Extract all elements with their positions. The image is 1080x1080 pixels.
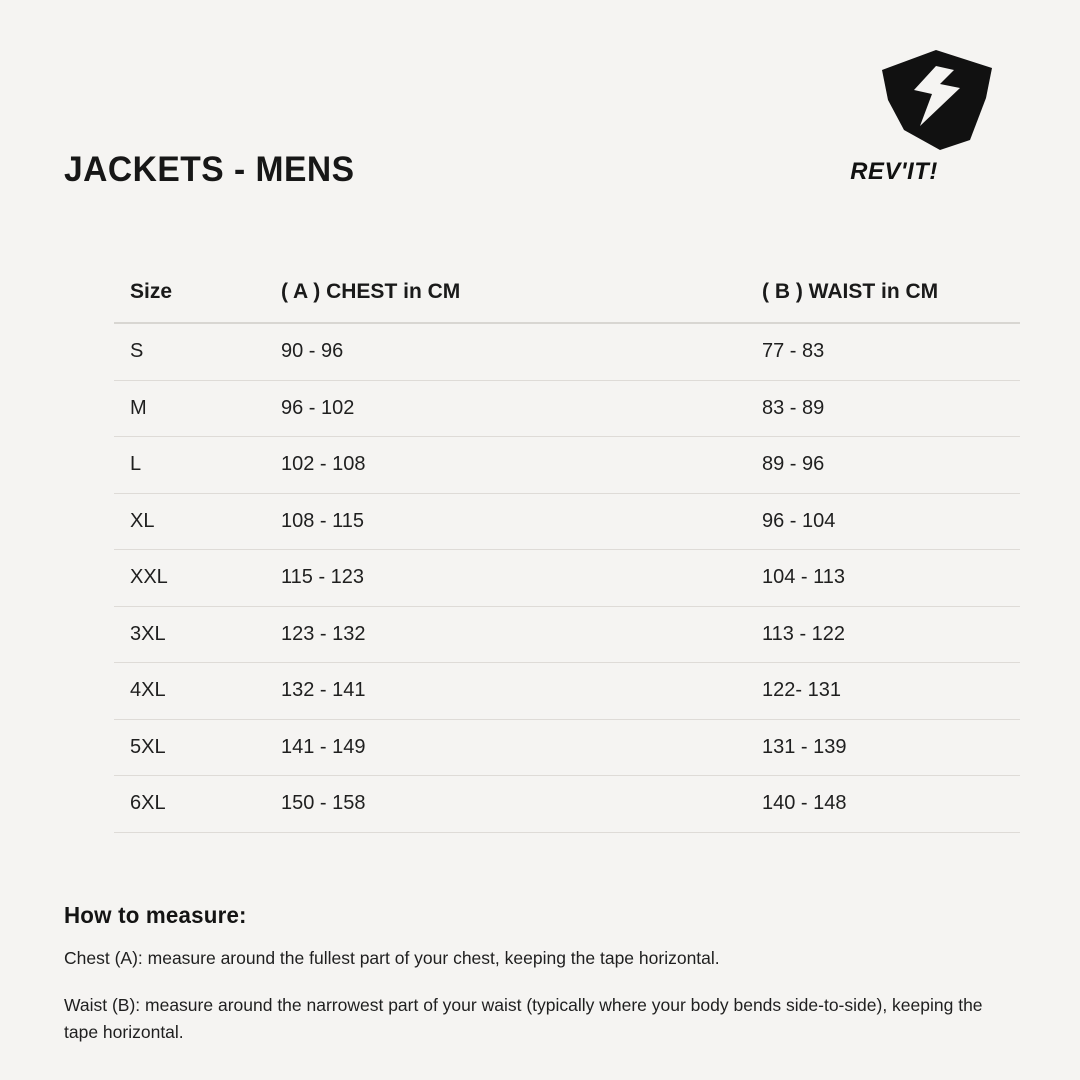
how-to-measure-title: How to measure: — [64, 902, 247, 928]
cell-chest: 108 - 115 — [265, 493, 746, 550]
cell-waist: 131 - 139 — [746, 719, 1020, 776]
cell-waist: 89 - 96 — [746, 437, 1020, 494]
column-header-size: Size — [114, 262, 265, 323]
table-row — [114, 663, 1020, 720]
svg-text:REV'IT!: REV'IT! — [850, 157, 938, 185]
cell-chest: 123 - 132 — [265, 606, 746, 663]
cell-waist: 122- 131 — [746, 663, 1020, 720]
cell-chest: 141 - 149 — [265, 719, 746, 776]
cell-size: 4XL — [114, 663, 265, 720]
cell-waist: 140 - 148 — [746, 776, 1020, 833]
cell-waist: 83 - 89 — [746, 380, 1020, 437]
cell-chest: 90 - 96 — [265, 323, 746, 380]
cell-chest: 115 - 123 — [265, 550, 746, 607]
cell-waist: 113 - 122 — [746, 606, 1020, 663]
table-body — [114, 323, 1020, 832]
table-row — [114, 323, 1020, 380]
cell-size: 5XL — [114, 719, 265, 776]
table-row — [114, 719, 1020, 776]
cell-waist: 96 - 104 — [746, 493, 1020, 550]
page-title: JACKETS - MENS — [64, 150, 355, 189]
column-header-waist: ( B ) WAIST in CM — [746, 262, 1020, 323]
table-row — [114, 550, 1020, 607]
waist-measure-instruction: Waist (B): measure around the narrowest part of your waist (typically where your body bends side-to-side), keeping the tape horizontal. — [64, 995, 983, 1042]
cell-chest: 102 - 108 — [265, 437, 746, 494]
cell-size: S — [114, 323, 265, 380]
table-row — [114, 493, 1020, 550]
table-row — [114, 380, 1020, 437]
brand-wordmark — [848, 154, 1018, 188]
cell-size: 6XL — [114, 776, 265, 833]
how-to-measure-section — [64, 902, 1014, 1046]
table-row — [114, 437, 1020, 494]
table-row — [114, 776, 1020, 833]
cell-size: 3XL — [114, 606, 265, 663]
chest-measure-instruction: Chest (A): measure around the fullest part of your chest, keeping the tape horizontal. — [64, 948, 720, 968]
cell-size: XL — [114, 493, 265, 550]
cell-size: XXL — [114, 550, 265, 607]
cell-chest: 150 - 158 — [265, 776, 746, 833]
table-header — [114, 262, 1020, 323]
size-chart-table — [114, 262, 1020, 833]
table-header-row — [114, 262, 1020, 323]
cell-waist: 77 - 83 — [746, 323, 1020, 380]
brand-logo — [848, 48, 1018, 198]
cell-size: L — [114, 437, 265, 494]
revit-chevron-logo-icon — [874, 48, 1000, 152]
cell-chest: 132 - 141 — [265, 663, 746, 720]
cell-size: M — [114, 380, 265, 437]
cell-chest: 96 - 102 — [265, 380, 746, 437]
cell-waist: 104 - 113 — [746, 550, 1020, 607]
table-row — [114, 606, 1020, 663]
column-header-chest: ( A ) CHEST in CM — [265, 262, 746, 323]
